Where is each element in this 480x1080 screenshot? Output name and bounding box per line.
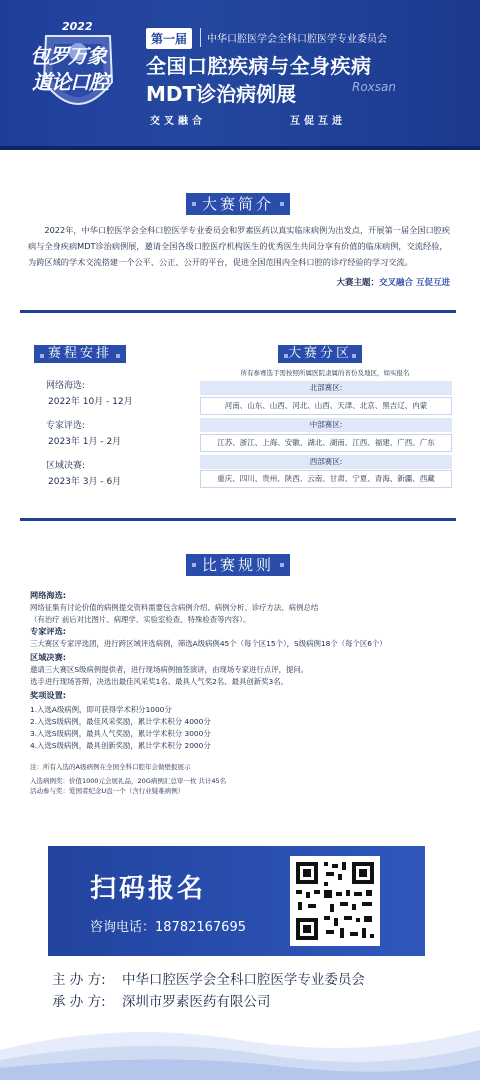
rule-title-final: 区域决赛: (30, 652, 67, 662)
organizer-line (52, 968, 365, 988)
rule-title-awards: 奖项设置: (30, 690, 67, 700)
region-west-name: 西部赛区: (200, 455, 452, 469)
region-north-areas: 河南、山东、山西、河北、山西、天津、北京、黑吉辽、内蒙 (200, 397, 452, 415)
rules-note: 注：所有入选的A级病例在全国全科口腔年会做壁报展示 (30, 763, 191, 771)
slogan-right: 互促互进 (290, 116, 346, 127)
header-banner (0, 0, 480, 150)
registration-title: 扫码报名 (90, 874, 207, 904)
schedule-value-expert: 2023年 1月 - 2月 (48, 437, 122, 447)
prize-case: 入选病例奖：价值1000元会展礼品，20G病例汇总审一枚 共计45名 (30, 777, 227, 785)
co-organizer-name: 深圳市罗素医药有限公司 (121, 994, 271, 1010)
intro-heading: 大赛简介 (186, 193, 290, 215)
region-central-name: 中部赛区: (200, 418, 452, 432)
schedule-value-final: 2023年 3月 - 6月 (48, 477, 122, 487)
rule-text-expert-1: 三大赛区专家评选团，进行跨区域评选病例，筛选A级病例45个（每个区15个），S级病例18个（每个区6个） (30, 639, 387, 648)
prize-participation: 活动参与奖：爱国者纪念U盘一个（含行业疑难病例） (30, 787, 185, 795)
schedule-value-online: 2022年 10月 - 12月 (48, 397, 133, 407)
signature-mark: Roxsan (352, 80, 396, 94)
badge-line2: 道论口腔 (32, 70, 108, 94)
edition-label: 第一届 (146, 28, 192, 49)
organizer-strip: 中华口腔医学会全科口腔医学专业委员会 (200, 28, 387, 47)
schedule-label-online: 网络海选: (46, 381, 86, 391)
registration-panel (48, 846, 425, 956)
regions-heading: 大赛分区 (278, 345, 362, 363)
section-divider (20, 310, 456, 313)
phone-number[interactable]: 18782167695 (155, 920, 246, 935)
rule-text-online-2: （有治疗 前后对比图片、病理学、实验室检查、特殊检查等内容）。 (30, 615, 251, 624)
co-organizer-label: 承 办 方: (52, 994, 106, 1010)
schedule-label-final: 区域决赛: (46, 461, 86, 471)
rule-award-1: 1.入选A级病例，即可获得学术积分1000分 (30, 705, 172, 714)
schedule-label-expert: 专家评选: (46, 421, 86, 431)
badge-year: 2022 (62, 20, 93, 33)
organizer-label: 主 办 方: (52, 972, 106, 988)
badge-line1: 包罗万象 (30, 44, 106, 68)
slogan-left: 交叉融合 (150, 116, 206, 127)
rule-award-4: 4.入选S级病例，最具创新奖励，累计学术积分 2000分 (30, 741, 211, 750)
rule-text-final-1: 邀请三大赛区S级病例提供者，进行现场病例抽签演讲，由现场专家进行点评，提问。 (30, 665, 309, 674)
rule-award-3: 3.入选S级病例，最具人气奖励，累计学术积分 3000分 (30, 729, 211, 738)
rule-title-online: 网络海选: (30, 590, 67, 600)
region-north-name: 北部赛区: (200, 381, 452, 395)
schedule-heading: 赛程安排 (34, 345, 126, 363)
event-title-line1: 全国口腔疾病与全身疾病 (146, 54, 372, 78)
event-title-line2: MDT诊治病例展 (146, 82, 297, 106)
region-central-areas: 江苏、浙江、上海、安徽、湖北、湖南、江西、福建、广西、广东 (200, 434, 452, 452)
co-organizer-line (52, 990, 270, 1010)
regions-note: 所有参赛选手需按照所属医院隶属的省份及地区，如实报名 (240, 369, 410, 377)
rule-text-online-1: 网络征集有讨论价值的病例提交资料需要包含病例介绍、病例分析、诊疗方法、病例总结 (30, 603, 319, 612)
organizer-name: 中华口腔医学会全科口腔医学专业委员会 (121, 972, 365, 988)
theme-line (337, 276, 450, 288)
rule-award-2: 2.入选S级病例，最佳风采奖励，累计学术积分 4000分 (30, 717, 211, 726)
region-west-areas: 重庆、四川、贵州、陕西、云南、甘肃、宁夏、青海、新疆、西藏 (200, 470, 452, 488)
rules-heading: 比赛规则 (186, 554, 290, 576)
phone-label: 咨询电话： (90, 920, 156, 935)
decorative-waves (0, 1010, 480, 1080)
qr-code-icon[interactable] (290, 856, 380, 946)
theme-label: 大赛主题： (336, 278, 380, 288)
section-divider (20, 518, 456, 521)
theme-value: 交叉融合 互促互进 (379, 278, 450, 288)
rule-title-expert: 专家评选: (30, 626, 67, 636)
rule-text-final-2: 选手进行现场答辩，决选出最佳风采奖1名、最具人气奖2名、最具创新奖3名。 (30, 677, 289, 686)
consult-phone (90, 916, 246, 935)
intro-text: 2022年，中华口腔医学会全科口腔医学专业委员会和罗素医药以真实临床病例为出发点，开展第一届全国口腔疾病与全身疾病MDT诊治病例展，邀请全国各级口腔医疗机构医生的优秀医生共同分享有价值的临床病例，交流经验，为跨区域的学术交流搭建一个公平、公正、公开的平台，促进全国范围内全科口腔的诊疗经验的学习交流。 (28, 225, 451, 267)
